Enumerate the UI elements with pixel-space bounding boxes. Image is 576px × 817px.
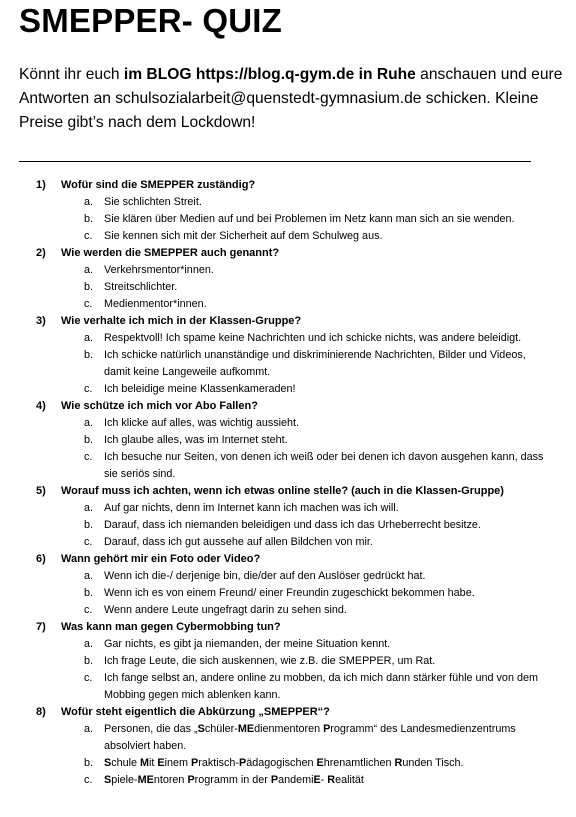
answer-text-segment: piele- (111, 774, 138, 786)
acronym-letter: S (104, 774, 112, 786)
answer-text-segment: ntoren (153, 774, 188, 786)
answer-letter: b. (84, 655, 94, 667)
answer-letter: a. (84, 196, 94, 208)
answer-text (104, 755, 554, 772)
answer-text (104, 772, 554, 789)
answer-text: Auf gar nichts, denn im Internet kann ich machen was ich will. (104, 502, 399, 514)
answer-letter: b. (84, 349, 94, 361)
answer-text: Wenn ich die-/ derjenige bin, die/der auf den Auslöser gedrückt hat. (104, 570, 426, 582)
answer-text: Gar nichts, es gibt ja niemanden, der meine Situation kennt. (104, 638, 391, 650)
answer-option (0, 262, 576, 279)
answer-text: Ich frage Leute, die sich auskennen, wie z.B. die SMEPPER, um Rat. (104, 655, 436, 667)
answer-option (0, 500, 576, 517)
answer-text-segment: rogramm in der (194, 774, 271, 786)
answer-text-segment: unden Tisch. (402, 757, 464, 769)
answer-option (0, 279, 576, 296)
answer-text: Ich glaube alles, was im Internet steht. (104, 434, 288, 446)
answer-option (0, 585, 576, 602)
answer-option (0, 194, 576, 211)
answer-letter: b. (84, 519, 94, 531)
answer-option (0, 449, 576, 483)
acronym-letter: R (394, 757, 403, 769)
question-header (0, 619, 576, 636)
question-header (0, 245, 576, 262)
intro-paragraph (19, 63, 569, 135)
question-2 (0, 245, 576, 313)
answer-option (0, 517, 576, 534)
acronym-letter: ME (237, 723, 255, 735)
question-3 (0, 313, 576, 398)
question-text: Wie verhalte ich mich in der Klassen-Gruppe? (61, 315, 302, 327)
answer-letter: c. (84, 298, 93, 310)
answer-text-segment: it (149, 757, 158, 769)
answer-letter: c. (84, 672, 93, 684)
answer-option (0, 381, 576, 398)
question-text: Wie schütze ich mich vor Abo Fallen? (61, 400, 258, 412)
question-number: 4) (36, 400, 46, 412)
answer-letter: b. (84, 587, 94, 599)
answer-option (0, 415, 576, 432)
answer-option (0, 211, 576, 228)
intro-suffix: anschauen und eure Antworten an schulsozialarbeit@quenstedt-gymnasium.de schicken. Kleine Preise gibt’s nach dem Lockdown! (19, 66, 563, 131)
acronym-letter: E (157, 757, 165, 769)
question-7 (0, 619, 576, 704)
answer-letter: a. (84, 264, 94, 276)
answer-letter: c. (84, 774, 93, 786)
acronym-letter: P (323, 723, 331, 735)
answer-text: Ich besuche nur Seiten, von denen ich weiß oder bei denen ich davon ausgehen kann, dass sie seriös sind. (104, 451, 544, 480)
answer-text: Medienmentor*innen. (104, 298, 207, 310)
answer-letter: b. (84, 434, 94, 446)
question-8 (0, 704, 576, 789)
question-number: 3) (36, 315, 46, 327)
acronym-letter: P (270, 774, 279, 786)
answer-letter: a. (84, 638, 94, 650)
question-header (0, 313, 576, 330)
answer-text (104, 721, 554, 755)
answer-text: Verkehrsmentor*innen. (104, 264, 214, 276)
answer-option (0, 755, 576, 772)
question-text: Was kann man gegen Cybermobbing tun? (61, 621, 281, 633)
answer-text: Ich beleidige meine Klassenkameraden! (104, 383, 296, 395)
answer-text-segment: andemi (278, 774, 314, 786)
answer-text-segment: chüler- (204, 723, 238, 735)
question-number: 2) (36, 247, 46, 259)
answer-text: Streitschlichter. (104, 281, 178, 293)
answer-option (0, 653, 576, 670)
divider-line (19, 161, 531, 162)
quiz-list (0, 177, 576, 789)
answer-text: Sie klären über Medien auf und bei Problemen im Netz kann man sich an sie wenden. (104, 213, 515, 225)
answer-text: Wenn andere Leute ungefragt darin zu sehen sind. (104, 604, 347, 616)
answer-letter: c. (84, 451, 93, 463)
answer-text-segment: chule (111, 757, 141, 769)
answer-letter: a. (84, 723, 94, 735)
answer-text-segment: hrenamtlichen (323, 757, 395, 769)
question-header (0, 551, 576, 568)
answer-letter: c. (84, 536, 93, 548)
answer-text-segment: rogramm“ des Landesmedienzentrums absolviert haben. (104, 723, 516, 752)
acronym-letter: R (327, 774, 336, 786)
answer-option (0, 296, 576, 313)
question-number: 8) (36, 706, 46, 718)
question-1 (0, 177, 576, 245)
answer-text: Ich klicke auf alles, was wichtig aussieht. (104, 417, 300, 429)
answer-text-segment: Personen, die das „ (104, 723, 198, 735)
acronym-letter: E (313, 774, 321, 786)
intro-prefix: Könnt ihr euch (19, 66, 124, 83)
answer-text: Respektvoll! Ich spame keine Nachrichten und ich schicke nichts, was andere beleidigt. (104, 332, 522, 344)
question-number: 1) (36, 179, 46, 191)
answer-text: Darauf, dass ich gut aussehe auf allen Bildchen von mir. (104, 536, 373, 548)
question-text: Wofür steht eigentlich die Abkürzung „SMEPPER“? (61, 706, 330, 718)
answer-letter: a. (84, 570, 94, 582)
answer-letter: c. (84, 604, 93, 616)
answer-letter: a. (84, 332, 94, 344)
acronym-letter: E (316, 757, 324, 769)
answer-text: Sie schlichten Streit. (104, 196, 202, 208)
acronym-letter: P (239, 757, 247, 769)
acronym-letter: ME (137, 774, 154, 786)
question-5 (0, 483, 576, 551)
answer-option (0, 772, 576, 789)
question-number: 6) (36, 553, 46, 565)
question-header (0, 704, 576, 721)
answer-option (0, 534, 576, 551)
question-number: 7) (36, 621, 46, 633)
acronym-letter: M (140, 757, 150, 769)
question-6 (0, 551, 576, 619)
question-text: Wann gehört mir ein Foto oder Video? (61, 553, 261, 565)
intro-blog-link-text: im BLOG https://blog.q-gym.de in Ruhe (123, 66, 416, 83)
question-text: Worauf muss ich achten, wenn ich etwas online stelle? (auch in die Klassen-Gruppe) (61, 485, 504, 497)
question-number: 5) (36, 485, 46, 497)
answer-text-segment: raktisch- (198, 757, 240, 769)
answer-option (0, 602, 576, 619)
question-header (0, 483, 576, 500)
answer-text: Ich schicke natürlich unanständige und diskriminierende Nachrichten, Bilder und Videos, damit keine Langeweile aufkommt. (104, 349, 526, 378)
answer-letter: b. (84, 757, 94, 769)
answer-letter: c. (84, 383, 93, 395)
acronym-letter: P (191, 757, 199, 769)
answer-letter: b. (84, 213, 94, 225)
answer-option (0, 432, 576, 449)
answer-letter: c. (84, 230, 93, 242)
acronym-letter: S (104, 757, 112, 769)
answer-option (0, 330, 576, 347)
answer-text-segment: ealität (335, 774, 364, 786)
answer-letter: a. (84, 502, 94, 514)
question-4 (0, 398, 576, 483)
answer-text-segment: dienmentoren (254, 723, 324, 735)
answer-letter: b. (84, 281, 94, 293)
answer-text-segment: - (320, 774, 328, 786)
answer-option (0, 721, 576, 755)
answer-option (0, 568, 576, 585)
page-title: SMEPPER- QUIZ (19, 2, 282, 39)
question-header (0, 177, 576, 194)
answer-text-segment: ädagogischen (246, 757, 317, 769)
answer-text: Darauf, dass ich niemanden beleidigen und dass ich das Urheberrecht besitze. (104, 519, 481, 531)
answer-text-segment: inem (164, 757, 192, 769)
answer-option (0, 228, 576, 245)
question-text: Wie werden die SMEPPER auch genannt? (61, 247, 280, 259)
acronym-letter: S (197, 723, 205, 735)
answer-letter: a. (84, 417, 94, 429)
answer-text: Sie kennen sich mit der Sicherheit auf dem Schulweg aus. (104, 230, 383, 242)
acronym-letter: P (187, 774, 195, 786)
answer-option (0, 347, 576, 381)
question-text: Wofür sind die SMEPPER zuständig? (61, 179, 256, 191)
answer-text: Wenn ich es von einem Freund/ einer Freundin zugeschickt bekommen habe. (104, 587, 475, 599)
answer-text: Ich fange selbst an, andere online zu mobben, da ich mich dann stärker fühle und von dem Mobbing gegen mich ablenken kann. (104, 672, 538, 701)
answer-option (0, 636, 576, 653)
answer-option (0, 670, 576, 704)
question-header (0, 398, 576, 415)
